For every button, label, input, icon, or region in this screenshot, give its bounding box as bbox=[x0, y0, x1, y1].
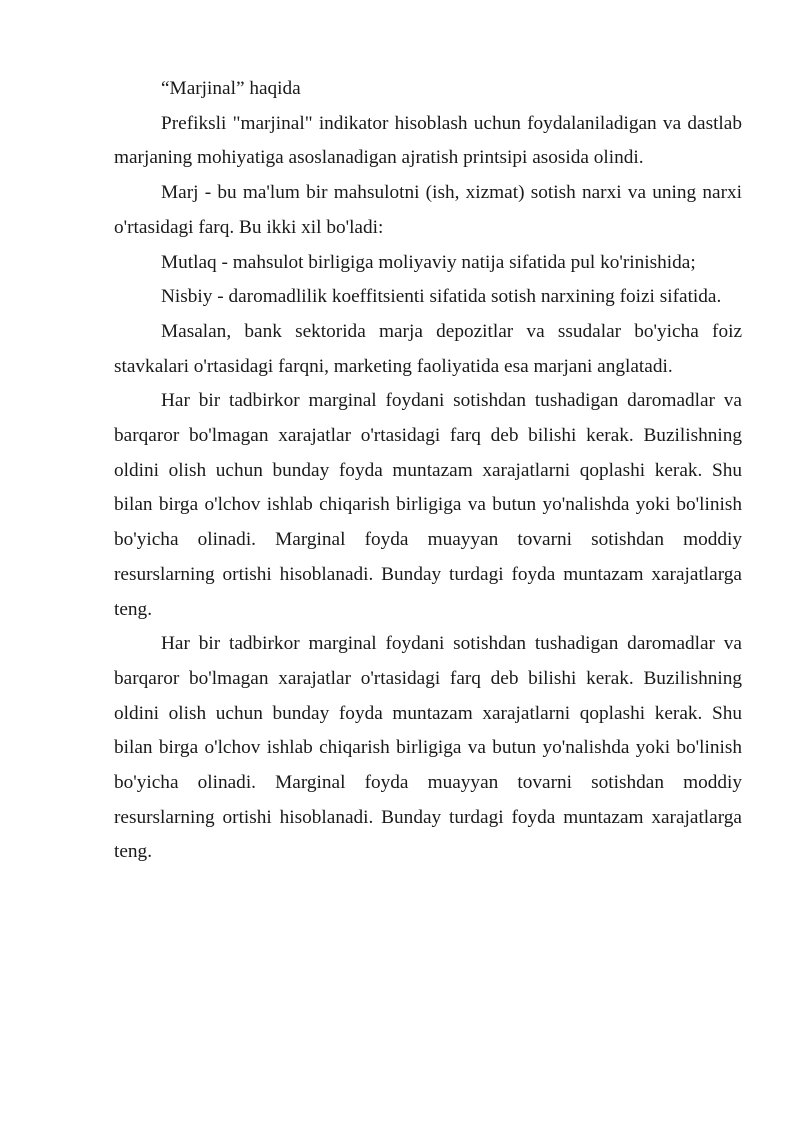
paragraph-marginal-profit: Har bir tadbirkor marginal foydani sotishdan tushadigan daromadlar va barqaror bo'lmagan xarajatlar o'rtasidagi farq deb bilishi kerak. Buzilishning oldini olish uchun bunday foyda muntazam xarajatlarni qoplashi kerak. Shu bilan birga o'lchov ishlab chiqarish birligiga va butun yo'nalishda yoki bo'linish bo'yicha olinadi. Marginal foyda muayyan tovarni sotishdan moddiy resurslarning ortishi hisoblanadi. Bunday turdagi foyda muntazam xarajatlarga teng. bbox=[114, 390, 742, 620]
paragraph-marginal-profit-repeat: Har bir tadbirkor marginal foydani sotishdan tushadigan daromadlar va barqaror bo'lmagan xarajatlar o'rtasidagi farq deb bilishi kerak. Buzilishning oldini olish uchun bunday foyda muntazam xarajatlarni qoplashi kerak. Shu bilan birga o'lchov ishlab chiqarish birligiga va butun yo'nalishda yoki bo'linish bo'yicha olinadi. Marginal foyda muayyan tovarni sotishdan moddiy resurslarning ortishi hisoblanadi. Bunday turdagi foyda muntazam xarajatlarga teng. bbox=[114, 633, 742, 863]
paragraph-prefix-definition: Prefiksli "marjinal" indikator hisoblash uchun foydalaniladigan va dastlab marjaning mohiyatiga asoslanadigan ajratish printsipi asosida olindi. bbox=[114, 112, 742, 169]
paragraph-absolute-margin: Mutlaq - mahsulot birligiga moliyaviy natija sifatida pul ko'rinishida; bbox=[161, 251, 696, 273]
section-heading: “Marjinal” haqida bbox=[161, 78, 301, 99]
paragraph-margin-definition: Marj - bu ma'lum bir mahsulotni (ish, xizmat) sotish narxi va uning narxi o'rtasidagi farq. Bu ikki xil bo'ladi: bbox=[114, 182, 742, 238]
document-page bbox=[114, 72, 742, 870]
paragraph-relative-margin: Nisbiy - daromadlilik koeffitsienti sifatida sotish narxining foizi sifatida. bbox=[161, 286, 722, 308]
paragraph-example: Masalan, bank sektorida marja depozitlar va ssudalar bo'yicha foiz stavkalari o'rtasidagi farqni, marketing faoliyatida esa marjani anglatadi. bbox=[114, 320, 742, 377]
